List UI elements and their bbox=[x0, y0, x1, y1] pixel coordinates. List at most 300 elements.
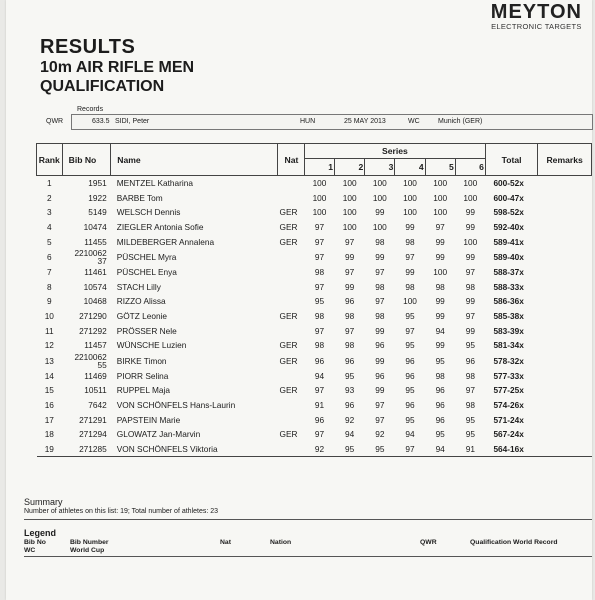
series-3-score: 96 bbox=[375, 370, 385, 381]
athlete-name: BIRKE Timon bbox=[116, 355, 167, 366]
series-5-score: 96 bbox=[435, 400, 445, 411]
table-row bbox=[37, 353, 592, 369]
bib-number: 1922 bbox=[88, 192, 107, 203]
nation-cell bbox=[278, 369, 305, 384]
series-5-score: 94 bbox=[425, 442, 455, 457]
series-2-score: 97 bbox=[345, 267, 355, 278]
legend-bib-value: Bib Number bbox=[70, 539, 109, 546]
bib-cell bbox=[62, 191, 111, 206]
series-6-score: 99 bbox=[465, 222, 475, 233]
total-score: 588-33x bbox=[493, 281, 524, 292]
series-5-score: 99 bbox=[435, 311, 445, 322]
series-1-score: 97 bbox=[314, 429, 325, 440]
series-5-score: 95 bbox=[435, 355, 445, 366]
series-5-score: 100 bbox=[433, 207, 448, 218]
bib-number: 2210062 bbox=[74, 247, 107, 258]
total-score: 583-39x bbox=[493, 325, 524, 336]
series-4-score: 98 bbox=[405, 281, 415, 292]
table-row bbox=[37, 280, 592, 295]
series-2-score: 98 bbox=[345, 311, 355, 322]
series-2-score: 96 bbox=[345, 400, 355, 411]
series-2-score: 94 bbox=[345, 429, 355, 440]
series-4-score: 97 bbox=[405, 251, 415, 262]
bib-number: 2210062 bbox=[74, 351, 107, 362]
remarks-cell bbox=[538, 353, 592, 369]
table-row bbox=[37, 265, 592, 280]
bib-number: 271285 bbox=[79, 443, 107, 454]
series-3-score: 98 bbox=[375, 236, 385, 247]
results-sheet bbox=[6, 0, 592, 600]
series-1-score: 97 bbox=[314, 325, 325, 336]
series-3-score: 97 bbox=[375, 400, 385, 411]
rank-cell: 13 bbox=[44, 355, 54, 366]
total-score: 586-36x bbox=[493, 296, 524, 307]
legend-title: Legend bbox=[24, 528, 57, 538]
remarks-cell bbox=[538, 176, 592, 191]
rank-cell: 10 bbox=[44, 311, 54, 322]
series-2-score: 100 bbox=[342, 192, 357, 203]
series-4-score: 96 bbox=[405, 355, 415, 366]
series-1-score: 100 bbox=[312, 178, 327, 189]
series-5-score: 98 bbox=[435, 281, 445, 292]
series-4-score: 100 bbox=[403, 296, 417, 307]
bib-number: 11455 bbox=[84, 236, 107, 247]
bib-number: 271292 bbox=[79, 325, 107, 336]
bib-cell bbox=[62, 265, 111, 280]
series-5-score: 99 bbox=[435, 340, 445, 351]
series-1-score: 94 bbox=[314, 370, 325, 381]
nation-cell bbox=[278, 176, 305, 191]
record-event: WC bbox=[408, 118, 420, 125]
total-score: 581-34x bbox=[493, 340, 524, 351]
series-1-score: 97 bbox=[314, 236, 325, 247]
series-5-score: 96 bbox=[435, 385, 445, 396]
series-4-score: 95 bbox=[405, 414, 415, 425]
bib-cell bbox=[62, 398, 111, 413]
total-score: 574-26x bbox=[493, 400, 524, 411]
series-3-score: 97 bbox=[375, 267, 385, 278]
record-date: 25 MAY 2013 bbox=[344, 118, 386, 125]
series-6-score: 91 bbox=[455, 442, 485, 457]
legend-divider bbox=[24, 556, 592, 557]
bib-cell bbox=[62, 383, 111, 398]
bib-number: 271294 bbox=[79, 429, 107, 440]
remarks-cell bbox=[538, 309, 592, 324]
series-2-score: 100 bbox=[342, 222, 357, 233]
nation-cell: GER bbox=[279, 340, 298, 351]
athlete-name: WELSCH Dennis bbox=[116, 207, 181, 218]
legend-wc-key: WC bbox=[24, 547, 36, 554]
table-row bbox=[37, 383, 592, 398]
nation-cell bbox=[278, 265, 305, 280]
athlete-name: MILDEBERGER Annalena bbox=[116, 236, 215, 247]
nation-cell bbox=[278, 323, 305, 338]
rank-cell: 16 bbox=[44, 400, 54, 411]
table-row bbox=[37, 294, 592, 309]
nation-cell: GER bbox=[279, 222, 298, 233]
series-4-score: 100 bbox=[403, 192, 417, 203]
remarks-cell bbox=[538, 220, 592, 235]
series-5-score: 97 bbox=[435, 222, 445, 233]
athlete-name: ZIEGLER Antonia Sofie bbox=[116, 222, 204, 233]
athlete-name: VON SCHÖNFELS Hans-Laurin bbox=[116, 400, 236, 411]
table-row bbox=[37, 191, 592, 206]
results-table bbox=[36, 143, 592, 457]
rank-cell: 18 bbox=[44, 429, 54, 440]
series-5-score: 96 bbox=[435, 414, 445, 425]
series-1-score: 100 bbox=[312, 207, 327, 218]
col-header-series-1: 1 bbox=[304, 159, 334, 176]
series-5-score: 100 bbox=[433, 267, 448, 278]
series-6-score: 95 bbox=[465, 340, 475, 351]
summary-title: Summary bbox=[24, 497, 63, 507]
series-6-score: 97 bbox=[465, 385, 475, 396]
series-4-score: 98 bbox=[405, 236, 415, 247]
event-title: 10m AIR RIFLE MEN bbox=[40, 59, 195, 76]
results-body bbox=[37, 176, 592, 457]
logo-sub-text: ELECTRONIC TARGETS bbox=[491, 22, 582, 31]
remarks-cell bbox=[538, 280, 592, 295]
series-3-score: 97 bbox=[375, 414, 385, 425]
series-4-score: 100 bbox=[403, 178, 417, 189]
series-6-score: 98 bbox=[465, 370, 475, 381]
header-row-1 bbox=[37, 144, 592, 159]
bib-cell bbox=[62, 294, 111, 309]
total-score: 585-38x bbox=[493, 311, 524, 322]
legend-nat-value: Nation bbox=[270, 539, 292, 546]
bib-number-suffix: 37 bbox=[97, 255, 107, 266]
series-2-score: 93 bbox=[345, 385, 355, 396]
series-3-score: 99 bbox=[375, 385, 385, 396]
remarks-cell bbox=[538, 369, 592, 384]
series-3-score: 99 bbox=[375, 325, 385, 336]
series-2-score: 96 bbox=[345, 355, 355, 366]
athlete-name: WÜNSCHE Luzien bbox=[116, 340, 187, 351]
total-score: 589-40x bbox=[493, 251, 524, 262]
remarks-cell bbox=[538, 323, 592, 338]
col-header-bib: Bib No bbox=[62, 144, 111, 176]
nation-cell bbox=[278, 442, 305, 457]
table-row bbox=[37, 176, 592, 191]
col-header-nat: Nat bbox=[278, 144, 305, 176]
series-3-score: 99 bbox=[375, 251, 385, 262]
rank-cell: 11 bbox=[45, 325, 54, 336]
nation-cell: GER bbox=[279, 207, 298, 218]
table-row bbox=[37, 412, 592, 427]
series-6-score: 97 bbox=[465, 267, 475, 278]
series-5-score: 98 bbox=[435, 370, 445, 381]
col-header-remarks: Remarks bbox=[538, 144, 592, 176]
series-1-score: 96 bbox=[314, 355, 325, 366]
series-1-score: 97 bbox=[314, 222, 325, 233]
records-box bbox=[71, 114, 593, 130]
series-3-score: 98 bbox=[375, 281, 385, 292]
series-2-score: 99 bbox=[345, 251, 355, 262]
rank-cell: 9 bbox=[47, 296, 52, 307]
bib-number: 1951 bbox=[88, 178, 107, 189]
series-6-score: 99 bbox=[465, 325, 475, 336]
remarks-cell bbox=[538, 265, 592, 280]
series-5-score: 99 bbox=[435, 236, 445, 247]
bib-cell bbox=[62, 353, 111, 369]
page-title: RESULTS bbox=[40, 36, 136, 58]
series-1-score: 91 bbox=[314, 400, 325, 411]
bib-number-suffix: 55 bbox=[97, 359, 107, 370]
bib-cell bbox=[62, 249, 111, 265]
athlete-name: BARBE Tom bbox=[116, 192, 163, 203]
series-4-score: 97 bbox=[395, 442, 425, 457]
total-score: 598-52x bbox=[493, 207, 524, 218]
rank-cell: 5 bbox=[47, 236, 52, 247]
series-2-score: 98 bbox=[345, 340, 355, 351]
series-2-score: 97 bbox=[345, 236, 355, 247]
series-3-score: 95 bbox=[365, 442, 395, 457]
total-score: 564-16x bbox=[485, 442, 537, 457]
bib-cell bbox=[62, 338, 111, 353]
series-3-score: 99 bbox=[375, 355, 385, 366]
bib-number: 10511 bbox=[84, 385, 107, 396]
bib-cell bbox=[62, 442, 111, 457]
series-4-score: 99 bbox=[405, 222, 415, 233]
bib-number: 11461 bbox=[84, 267, 107, 278]
series-6-score: 98 bbox=[465, 400, 475, 411]
series-2-score: 95 bbox=[335, 442, 365, 457]
bib-cell bbox=[62, 205, 111, 220]
remarks-cell bbox=[538, 234, 592, 249]
series-5-score: 99 bbox=[435, 251, 445, 262]
series-6-score: 98 bbox=[465, 281, 475, 292]
athlete-name: RIZZO Alissa bbox=[116, 296, 166, 307]
athlete-name: PIORR Selina bbox=[116, 370, 169, 381]
bib-cell bbox=[62, 280, 111, 295]
rank-cell: 2 bbox=[47, 192, 52, 203]
rank-cell: 4 bbox=[47, 222, 52, 233]
phase-title: QUALIFICATION bbox=[40, 78, 165, 95]
athlete-name: PÜSCHEL Enya bbox=[116, 267, 177, 278]
bib-number: 10468 bbox=[83, 296, 107, 307]
rank-cell: 8 bbox=[47, 281, 52, 292]
meyton-logo bbox=[491, 2, 582, 31]
rank-cell: 12 bbox=[44, 340, 54, 351]
remarks-cell bbox=[538, 412, 592, 427]
bib-number: 7642 bbox=[88, 400, 107, 411]
total-score: 577-33x bbox=[493, 370, 524, 381]
athlete-name: PRÖSSER Nele bbox=[116, 325, 177, 336]
rank-cell: 6 bbox=[47, 251, 52, 262]
series-2-score: 100 bbox=[342, 207, 357, 218]
records-label: Records bbox=[77, 106, 104, 113]
series-6-score: 95 bbox=[465, 414, 475, 425]
nation-cell: GER bbox=[279, 311, 298, 322]
remarks-cell bbox=[538, 294, 592, 309]
nation-cell bbox=[278, 412, 305, 427]
series-1-score: 97 bbox=[314, 281, 325, 292]
bib-cell bbox=[62, 176, 111, 191]
remarks-cell bbox=[538, 398, 592, 413]
nation-cell bbox=[278, 280, 305, 295]
col-header-series-2: 2 bbox=[335, 159, 365, 176]
table-row bbox=[37, 205, 592, 220]
series-3-score: 97 bbox=[375, 296, 385, 307]
series-1-score: 96 bbox=[314, 414, 325, 425]
series-6-score: 97 bbox=[465, 311, 475, 322]
bib-number: 10474 bbox=[83, 222, 107, 233]
athlete-name: VON SCHÖNFELS Viktoria bbox=[111, 442, 278, 457]
legend-qwr-key: QWR bbox=[420, 539, 437, 546]
remarks-cell bbox=[538, 427, 592, 442]
series-4-score: 97 bbox=[405, 325, 415, 336]
series-1-score: 97 bbox=[314, 385, 325, 396]
series-2-score: 100 bbox=[342, 178, 357, 189]
record-nation: HUN bbox=[300, 118, 316, 125]
bib-cell bbox=[62, 234, 111, 249]
nation-cell: GER bbox=[279, 236, 298, 247]
rank-cell: 1 bbox=[47, 178, 52, 189]
record-holder: SIDI, Peter bbox=[115, 118, 150, 125]
remarks-cell bbox=[538, 249, 592, 265]
rank-cell: 15 bbox=[44, 385, 54, 396]
table-row bbox=[37, 249, 592, 265]
series-3-score: 100 bbox=[372, 192, 387, 203]
series-4-score: 94 bbox=[405, 429, 415, 440]
remarks-cell bbox=[538, 383, 592, 398]
bib-cell bbox=[62, 309, 111, 324]
total-score: 588-37x bbox=[493, 267, 524, 278]
series-1-score: 98 bbox=[314, 267, 325, 278]
table-row bbox=[37, 309, 592, 324]
series-1-score: 98 bbox=[314, 311, 325, 322]
table-row bbox=[37, 442, 592, 457]
nation-cell bbox=[278, 294, 305, 309]
series-5-score: 99 bbox=[435, 296, 445, 307]
series-6-score: 100 bbox=[463, 178, 478, 189]
table-row bbox=[37, 398, 592, 413]
series-3-score: 92 bbox=[375, 429, 385, 440]
athlete-name: GÖTZ Leonie bbox=[116, 311, 168, 322]
rank-cell: 17 bbox=[44, 414, 54, 425]
record-score: 633.5 bbox=[92, 118, 110, 125]
rank-cell: 3 bbox=[47, 207, 52, 218]
athlete-name: RUPPEL Maja bbox=[116, 385, 170, 396]
series-1-score: 95 bbox=[314, 296, 325, 307]
series-2-score: 95 bbox=[345, 370, 355, 381]
legend-bib-key: Bib No bbox=[24, 539, 46, 546]
series-1-score: 100 bbox=[312, 192, 327, 203]
legend-wc-value: World Cup bbox=[70, 547, 105, 554]
logo-main-text: MEYTON bbox=[490, 1, 582, 23]
summary-text: Number of athletes on this list: 19; Total number of athletes: 23 bbox=[24, 508, 219, 515]
remarks-cell bbox=[538, 338, 592, 353]
series-6-score: 99 bbox=[465, 296, 475, 307]
record-type: QWR bbox=[46, 118, 64, 125]
legend-qwr-value: Qualification World Record bbox=[470, 539, 558, 546]
table-row bbox=[37, 323, 592, 338]
bib-cell bbox=[62, 412, 111, 427]
series-4-score: 99 bbox=[405, 267, 415, 278]
bib-cell bbox=[62, 323, 111, 338]
series-6-score: 100 bbox=[463, 192, 478, 203]
table-row bbox=[37, 338, 592, 353]
series-2-score: 99 bbox=[345, 281, 355, 292]
bib-cell bbox=[62, 369, 111, 384]
series-3-score: 99 bbox=[375, 207, 385, 218]
rank-cell: 19 bbox=[37, 442, 63, 457]
series-6-score: 95 bbox=[465, 429, 475, 440]
series-4-score: 95 bbox=[405, 385, 415, 396]
remarks-cell bbox=[538, 442, 592, 457]
total-score: 577-25x bbox=[493, 385, 524, 396]
series-2-score: 97 bbox=[345, 325, 355, 336]
series-4-score: 96 bbox=[405, 400, 415, 411]
series-6-score: 99 bbox=[465, 251, 475, 262]
bib-number: 10574 bbox=[83, 281, 107, 292]
nation-cell bbox=[278, 191, 305, 206]
series-4-score: 95 bbox=[405, 311, 415, 322]
series-3-score: 100 bbox=[372, 178, 387, 189]
col-header-series-5: 5 bbox=[425, 159, 455, 176]
series-6-score: 99 bbox=[465, 207, 475, 218]
series-5-score: 100 bbox=[433, 178, 448, 189]
athlete-name: STACH Lilly bbox=[116, 281, 161, 292]
series-4-score: 96 bbox=[405, 370, 415, 381]
col-header-rank: Rank bbox=[37, 144, 63, 176]
rank-cell: 7 bbox=[47, 267, 52, 278]
total-score: 571-24x bbox=[493, 414, 524, 425]
nation-cell: GER bbox=[279, 385, 298, 396]
bib-number: 271290 bbox=[79, 311, 107, 322]
table-row bbox=[37, 220, 592, 235]
table-row bbox=[37, 234, 592, 249]
series-3-score: 100 bbox=[372, 222, 387, 233]
bib-cell bbox=[62, 427, 111, 442]
remarks-cell bbox=[538, 205, 592, 220]
record-place: Munich (GER) bbox=[438, 118, 483, 125]
series-4-score: 100 bbox=[403, 207, 417, 218]
total-score: 592-40x bbox=[493, 222, 524, 233]
bib-number: 11457 bbox=[84, 340, 107, 351]
total-score: 578-32x bbox=[493, 355, 524, 366]
series-1-score: 92 bbox=[304, 442, 334, 457]
legend-nat-key: Nat bbox=[220, 539, 231, 546]
series-5-score: 94 bbox=[435, 325, 445, 336]
series-2-score: 92 bbox=[345, 414, 355, 425]
total-score: 600-52x bbox=[493, 178, 524, 189]
col-header-series-4: 4 bbox=[395, 159, 425, 176]
nation-cell: GER bbox=[279, 429, 298, 440]
nation-cell: GER bbox=[279, 355, 298, 366]
series-6-score: 96 bbox=[465, 355, 475, 366]
total-score: 567-24x bbox=[493, 429, 524, 440]
bib-cell bbox=[62, 220, 111, 235]
nation-cell bbox=[278, 398, 305, 413]
total-score: 589-41x bbox=[493, 236, 524, 247]
col-header-series: Series bbox=[304, 144, 485, 159]
col-header-series-6: 6 bbox=[455, 159, 485, 176]
series-2-score: 96 bbox=[345, 296, 355, 307]
series-5-score: 95 bbox=[435, 429, 445, 440]
summary-divider bbox=[24, 519, 592, 520]
table-row bbox=[37, 369, 592, 384]
col-header-name: Name bbox=[111, 144, 278, 176]
athlete-name: MENTZEL Katharina bbox=[116, 178, 193, 189]
remarks-cell bbox=[538, 191, 592, 206]
total-score: 600-47x bbox=[493, 192, 524, 203]
series-3-score: 98 bbox=[375, 311, 385, 322]
athlete-name: PAPSTEIN Marie bbox=[116, 414, 181, 425]
series-4-score: 95 bbox=[405, 340, 415, 351]
athlete-name: PÜSCHEL Myra bbox=[116, 251, 177, 262]
series-3-score: 96 bbox=[375, 340, 385, 351]
